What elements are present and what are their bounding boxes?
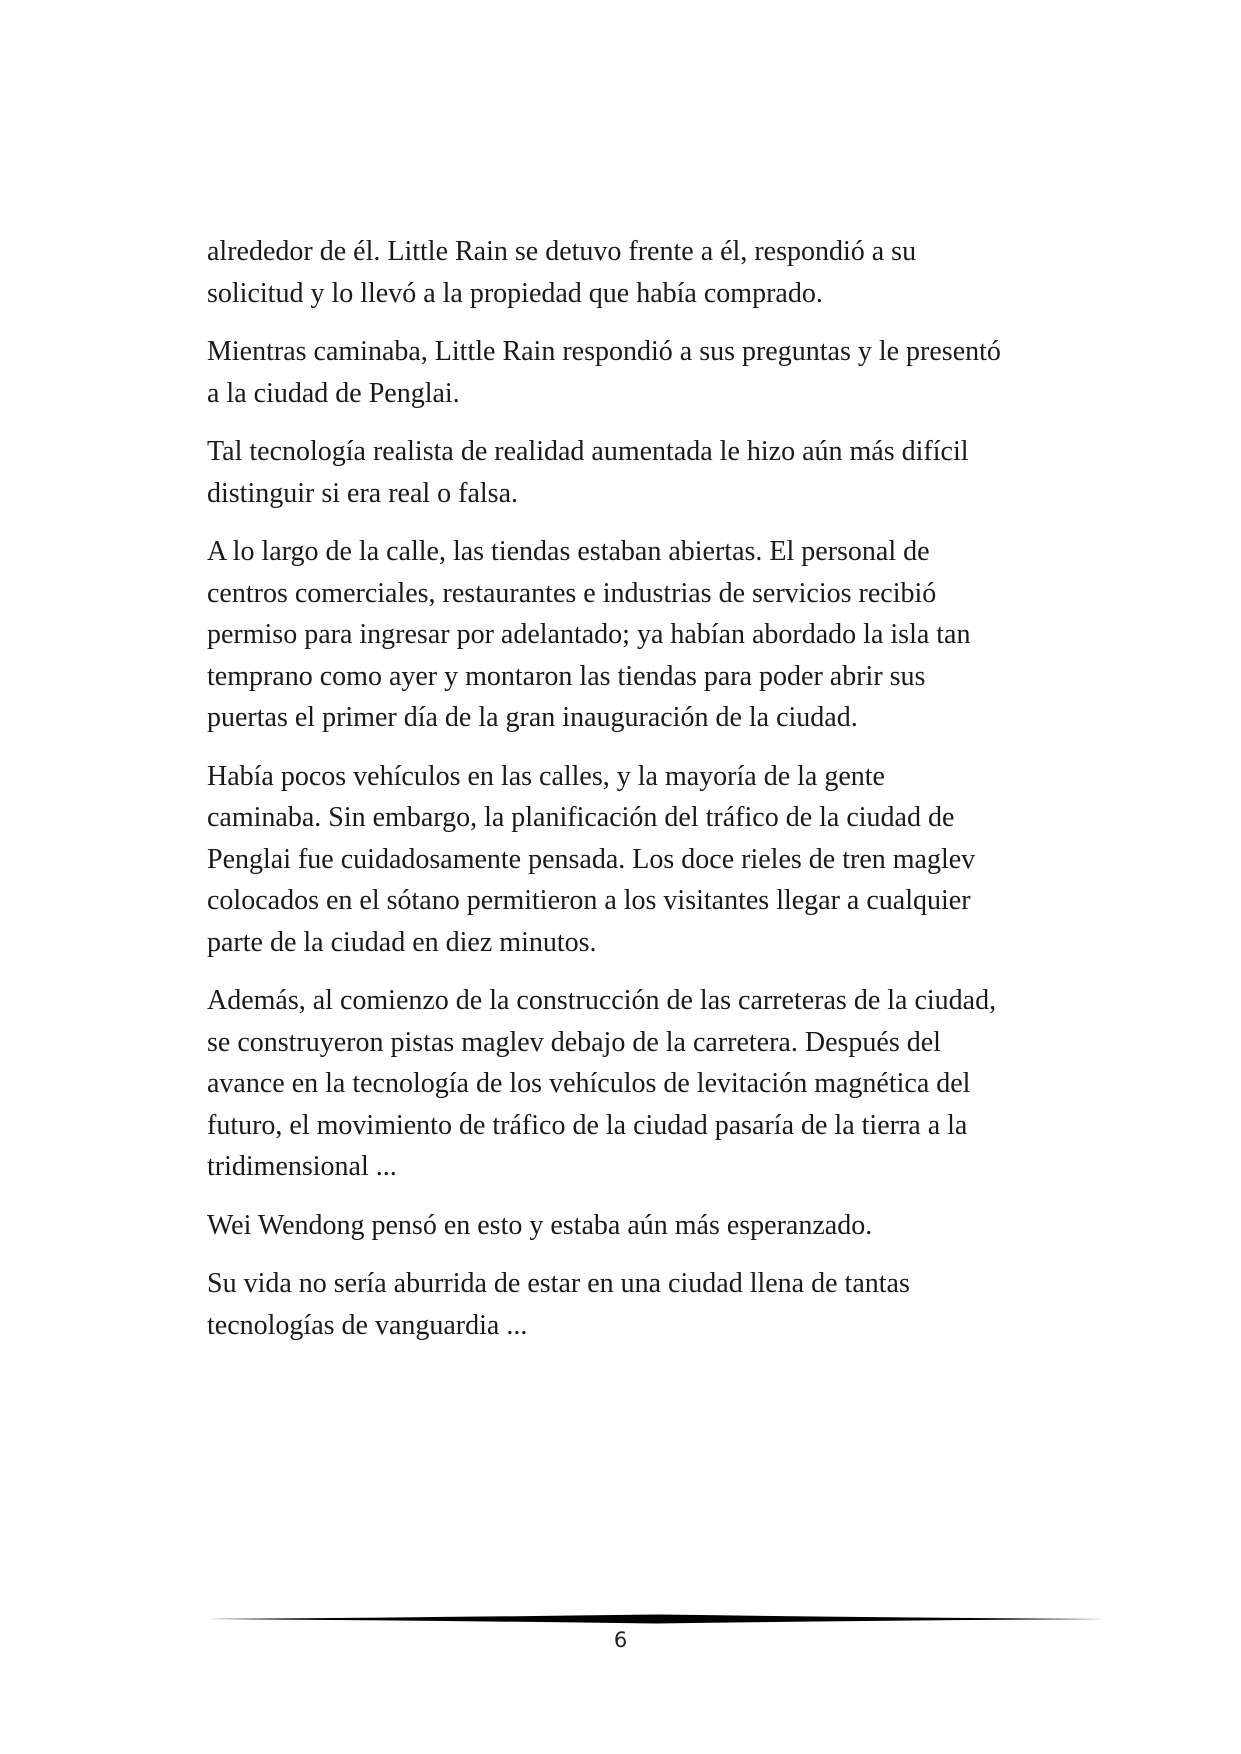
paragraph: A lo largo de la calle, las tiendas estaban abiertas. El personal de centros comerciales, restaurantes e industrias de servicios recibió permiso para ingresar por adelantado; ya habían abordado la isla tan temprano como ayer y montaron las tiendas para poder abrir sus puertas el primer día de la gran inauguración de la ciudad.: [207, 536, 971, 733]
footer-divider: [207, 1612, 1105, 1626]
paragraph: alrededor de él. Little Rain se detuvo frente a él, respondió a su solicitud y lo llevó a la propiedad que había comprado.: [207, 236, 917, 309]
body-text: [207, 231, 1067, 1363]
paragraph: Además, al comienzo de la construcción de las carreteras de la ciudad, se construyeron pistas maglev debajo de la carretera. Después del avance en la tecnología de los vehículos de levitación magnética del futuro, el movimiento de tráfico de la ciudad pasaría de la tierra a la tridimensional ...: [207, 985, 997, 1182]
paragraph: Wei Wendong pensó en esto y estaba aún más esperanzado.: [207, 1209, 873, 1241]
paragraph: Mientras caminaba, Little Rain respondió a sus preguntas y le presentó a la ciudad de Penglai.: [207, 336, 1001, 409]
paragraph: Su vida no sería aburrida de estar en una ciudad llena de tantas tecnologías de vanguardia ...: [207, 1268, 910, 1341]
paragraph: Había pocos vehículos en las calles, y la mayoría de la gente caminaba. Sin embargo, la planificación del tráfico de la ciudad de Penglai fue cuidadosamente pensada. Los doce rieles de tren maglev colocados en el sótano permitieron a los visitantes llegar a cualquier parte de la ciudad en diez minutos.: [207, 760, 976, 958]
paragraph: Tal tecnología realista de realidad aumentada le hizo aún más difícil distinguir si era real o falsa.: [207, 436, 969, 509]
page-number: 6: [613, 1628, 628, 1652]
footer-divider-swash: [207, 1615, 1105, 1624]
